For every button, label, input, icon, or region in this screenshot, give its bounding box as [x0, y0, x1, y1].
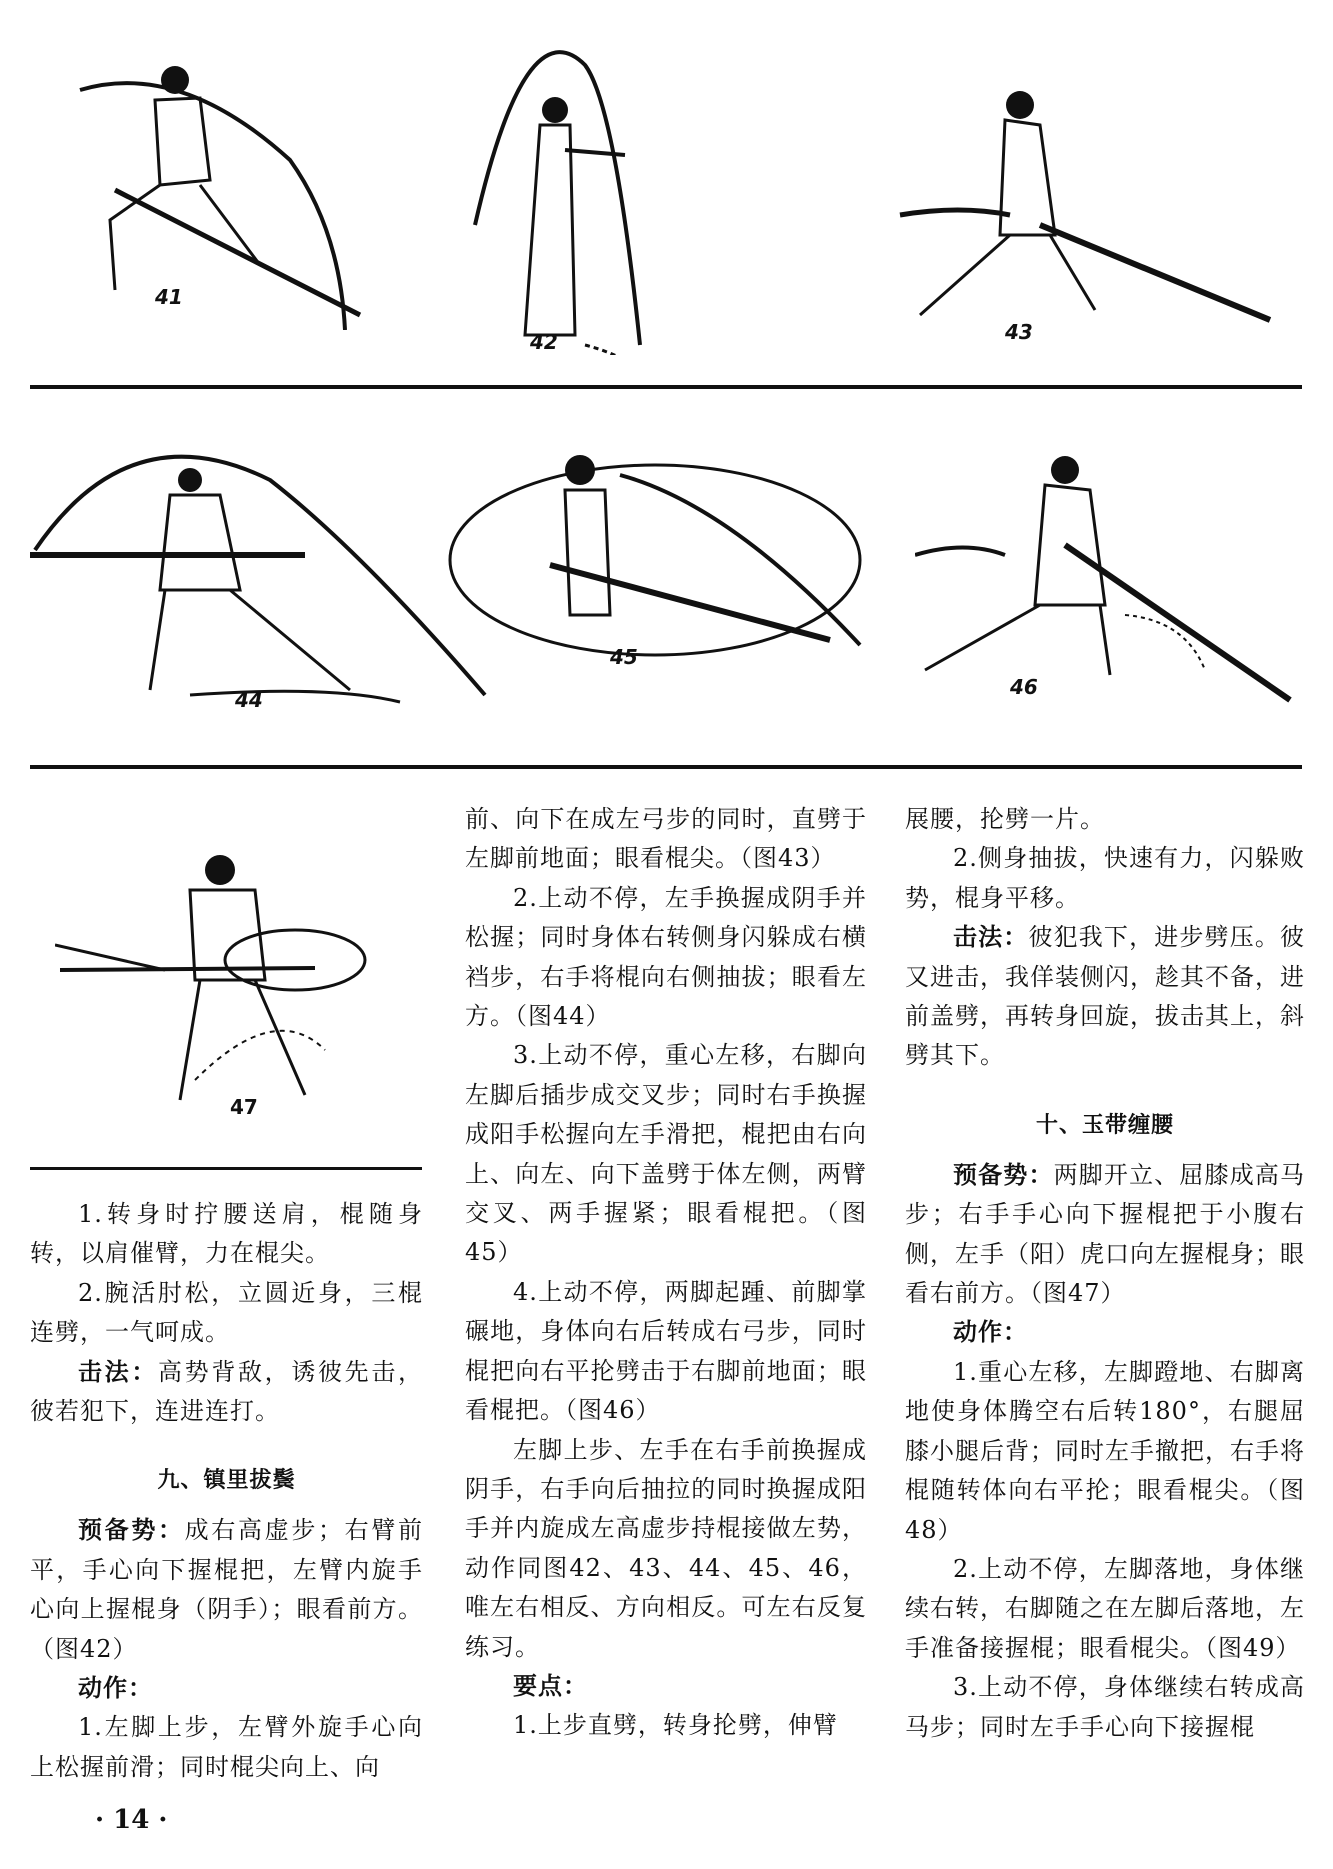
prep-text: 两脚开立、屈膝成高马步；右手手心向下握棍把于小腹右侧，左手（阳）虎口向左握棍身；眼看右前方。（图47）	[905, 1160, 1306, 1308]
text-column-2	[465, 800, 867, 1746]
key-point-1: 1.上步直劈，转身抡劈，伸臂	[513, 1711, 838, 1740]
figure-label: 42	[530, 330, 558, 354]
action-step-3: 3.上动不停，重心左移，右脚向左脚后插步成交叉步；同时右手换握成阳手松握向左手滑把，棍把由右向上、向左、向下盖劈于体左侧，两臂交叉、两手握紧；眼看棍把。（图45）	[465, 1041, 867, 1267]
action-heading	[905, 1313, 1305, 1352]
figure-41	[60, 40, 370, 330]
attack-text: 彼犯我下，进步劈压。彼又进击，我佯装侧闪，趁其不备，进前盖劈，再转身回旋，拔击其上，斜劈其下。	[905, 923, 1306, 1070]
martial-arts-illustration-icon	[55, 850, 375, 1120]
attack-text: 高势背敌，诱彼先击，彼若犯下，连进连打。	[30, 1357, 423, 1426]
prep-label: 预备势：	[78, 1516, 185, 1545]
martial-arts-illustration-icon	[60, 40, 370, 330]
attack-method	[30, 1353, 423, 1432]
divider-line	[30, 1167, 422, 1170]
figure-label: 43	[1005, 320, 1033, 344]
action-label: 动作：	[78, 1674, 153, 1703]
repeat-instruction: 左脚上步、左手在右手前换握成阴手，右手向后抽拉的同时换握成阳手并内旋成左高虚步持棍接做左势，动作同图42、43、44、45、46，唯左右相反、方向相反。可左右反复练习。	[465, 1435, 867, 1661]
key-point-2: 2.腕活肘松，立圆近身，三棍连劈，一气呵成。	[30, 1278, 423, 1347]
martial-arts-illustration-icon	[430, 445, 900, 675]
martial-arts-illustration-icon	[915, 455, 1295, 705]
prep-text: 成右高虚步；右臂前平，手心向下握棍把，左臂内旋手心向上握棍身（阴手）；眼看前方。（图42）	[30, 1516, 424, 1663]
action-label: 动作：	[953, 1318, 1028, 1347]
figure-label: 46	[1010, 675, 1038, 699]
section-title-9: 九、镇里拔鬓	[157, 1468, 296, 1494]
section-title-10: 十、玉带缠腰	[1035, 1112, 1174, 1138]
prep-stance	[905, 1156, 1305, 1314]
action-step-3: 3.上动不停，身体继续右转成高马步；同时左手手心向下接握棍	[905, 1673, 1305, 1741]
text-column-1	[30, 1195, 423, 1787]
continued-text: 展腰，抡劈一片。	[905, 805, 1105, 833]
key-points-heading	[465, 1667, 867, 1706]
action-step-1: 1.重心左移，左脚蹬地、右脚离地使身体腾空右后转180°，右腿屈膝小腿后背；同时左手撤把，右手将棍随转体向右平抡；眼看棍尖。（图48）	[905, 1357, 1305, 1544]
figure-47	[55, 850, 375, 1120]
prep-stance	[30, 1511, 423, 1669]
divider-line	[30, 385, 1302, 389]
page-number: · 14 ·	[95, 1805, 168, 1835]
action-heading	[30, 1669, 423, 1708]
action-step-2: 2.上动不停，左手换握成阴手并松握；同时身体右转侧身闪躲成右横裆步，右手将棍向右侧抽拔；眼看左方。（图44）	[465, 883, 867, 1031]
figure-45	[430, 445, 900, 675]
attack-method	[905, 918, 1305, 1076]
action-step-2: 2.上动不停，左脚落地，身体继续右转，右脚随之在左脚后落地，左手准备接握棍；眼看棍尖。（图49）	[905, 1554, 1305, 1662]
martial-arts-illustration-icon	[465, 25, 705, 355]
divider-line	[30, 765, 1302, 769]
figure-label: 47	[230, 1095, 258, 1119]
attack-label: 击法：	[78, 1357, 158, 1386]
action-step-1: 1.左脚上步，左臂外旋手心向上松握前滑；同时棍尖向上、向	[30, 1713, 423, 1781]
key-points-label: 要点：	[513, 1671, 588, 1700]
martial-arts-illustration-icon	[880, 75, 1280, 345]
text-column-3	[905, 800, 1305, 1747]
action-step-4: 4.上动不停，两脚起踵、前脚掌碾地，身体向右后转成右弓步，同时棍把向右平抡劈击于右脚前地面；眼看棍把。（图46）	[465, 1277, 867, 1425]
figure-label: 41	[155, 285, 183, 309]
key-point-2: 2.侧身抽拔，快速有力，闪躲败势，棍身平移。	[905, 844, 1305, 912]
figure-46	[915, 455, 1295, 705]
key-point-1: 1.转身时拧腰送肩，棍随身转，以肩催臂，力在棍尖。	[30, 1200, 423, 1268]
attack-label: 击法：	[953, 923, 1029, 952]
prep-label: 预备势：	[953, 1160, 1054, 1189]
figure-42	[465, 25, 705, 355]
figure-label: 44	[235, 688, 263, 712]
figure-43	[880, 75, 1280, 345]
continued-text: 前、向下在成左弓步的同时，直劈于左脚前地面；眼看棍尖。（图43）	[465, 805, 867, 873]
figure-label: 45	[610, 645, 638, 669]
